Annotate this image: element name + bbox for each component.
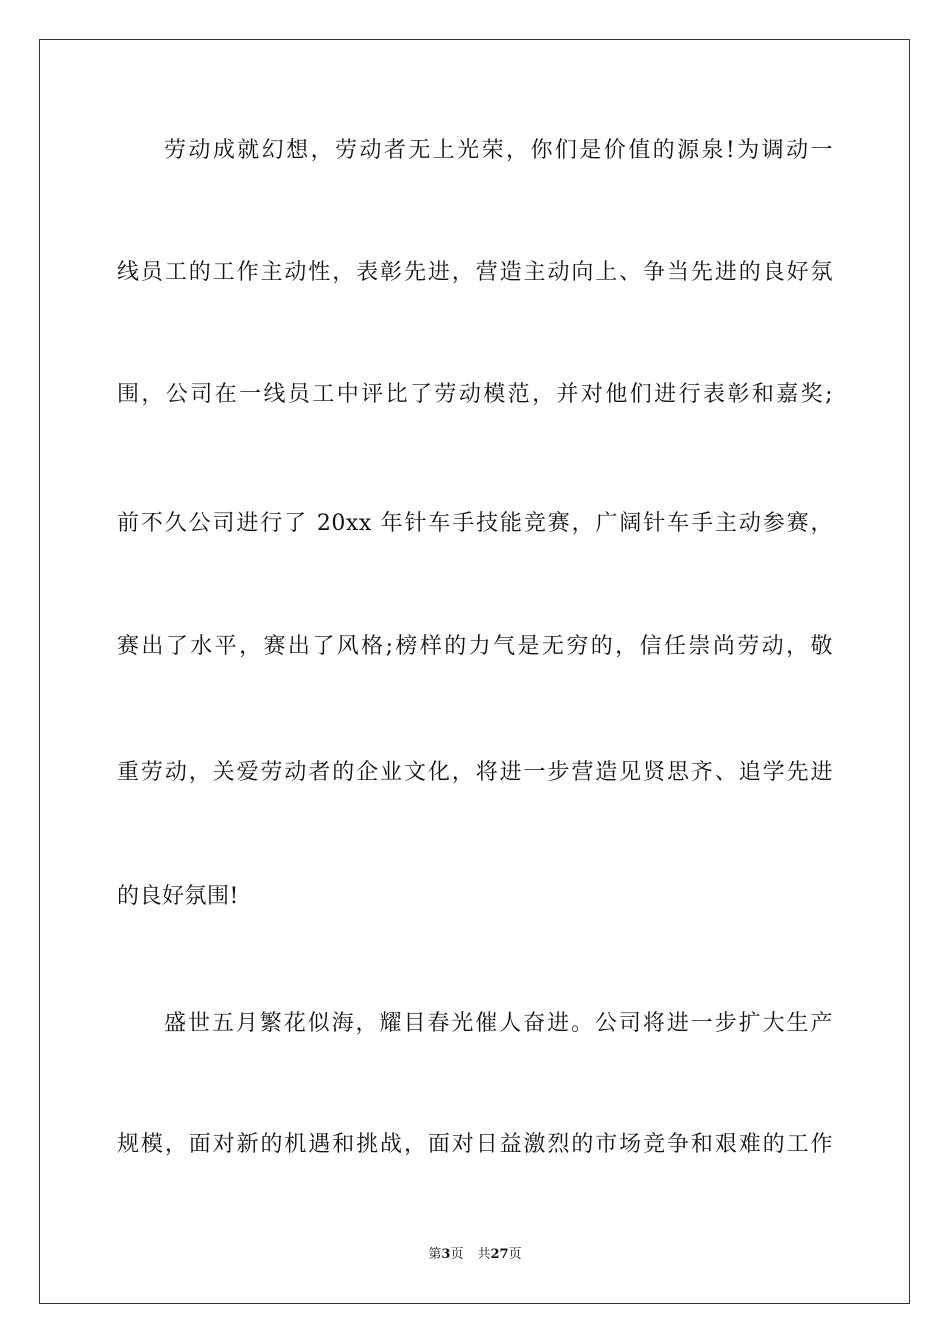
paragraph-1-line-4: 前不久公司进行了 20xx 年针车手技能竞赛，广阔针车手主动参赛， [117, 511, 833, 536]
footer-page-suffix: 页 [450, 1247, 464, 1262]
paragraph-1-line-5: 赛出了水平，赛出了风格;榜样的力气是无穷的，信任崇尚劳动，敬 [117, 634, 833, 659]
footer-page-prefix: 第 [428, 1247, 442, 1262]
paragraph-1-line-7: 的良好氛围! [117, 884, 239, 909]
paragraph-2-line-2: 规模，面对新的机遇和挑战，面对日益激烈的市场竞争和艰难的工作 [117, 1132, 833, 1157]
paragraph-2-line-1: 盛世五月繁花似海，耀目春光催人奋进。公司将进一步扩大生产 [164, 1011, 833, 1036]
page-border [39, 39, 910, 1304]
paragraph-1-line-1: 劳动成就幻想，劳动者无上光荣，你们是价值的源泉!为调动一 [164, 138, 833, 163]
page-footer [0, 1247, 950, 1263]
paragraph-1-line-6: 重劳动，关爱劳动者的企业文化，将进一步营造见贤思齐、追学先进 [117, 760, 833, 785]
paragraph-1-line-3: 围，公司在一线员工中评比了劳动模范，并对他们进行表彰和嘉奖; [117, 382, 833, 407]
footer-page-number: 3 [441, 1247, 451, 1262]
footer-total-pages: 27 [490, 1247, 509, 1262]
paragraph-1-line-2: 线员工的工作主动性，表彰先进，营造主动向上、争当先进的良好氛 [117, 260, 833, 285]
footer-total-prefix: 共 [477, 1247, 491, 1262]
footer-total-suffix: 页 [508, 1247, 522, 1262]
